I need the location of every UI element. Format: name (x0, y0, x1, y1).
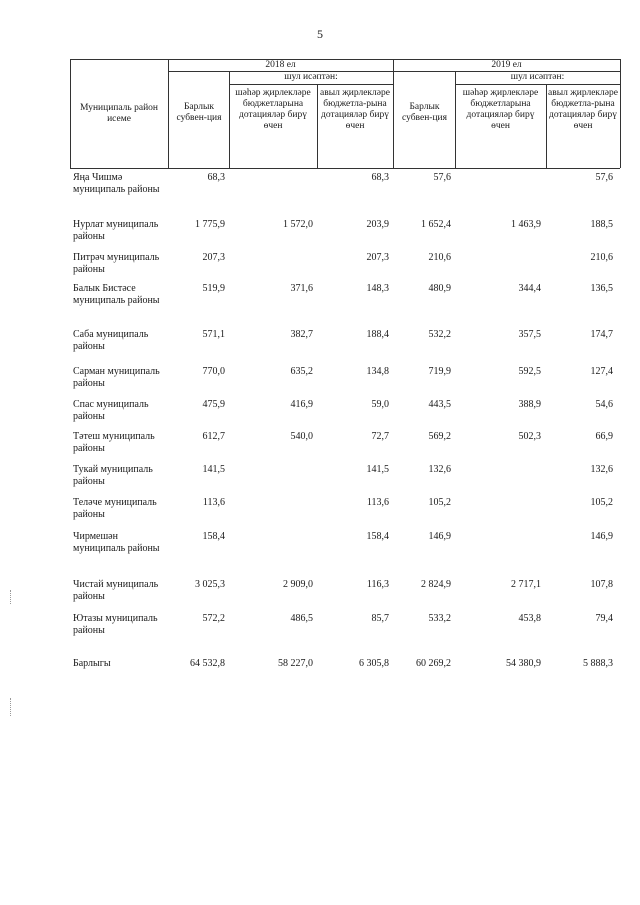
cell-v2018-total: 3 025,3 (195, 579, 225, 590)
vline-2018-total (229, 71, 230, 168)
vline-year-split (393, 59, 394, 168)
vline-2018-city (317, 84, 318, 168)
cell-v2018-total: 571,1 (202, 329, 225, 340)
cell-v2018-total: 158,4 (202, 531, 225, 542)
cell-v2019-city: 54 380,9 (506, 658, 541, 669)
cell-v2019-city: 344,4 (518, 283, 541, 294)
row-name: Яңа Чишмә муниципаль районы (73, 172, 160, 195)
cell-v2019-rural: 57,6 (595, 172, 613, 183)
cell-v2018-rural: 188,4 (366, 329, 389, 340)
cell-v2019-rural: 79,4 (595, 613, 613, 624)
cell-v2018-city: 486,5 (290, 613, 313, 624)
cell-v2019-total: 105,2 (428, 497, 451, 508)
cell-v2018-city: 635,2 (290, 366, 313, 377)
cell-v2019-total: 719,9 (428, 366, 451, 377)
cell-v2018-city: 540,0 (290, 431, 313, 442)
cell-v2018-rural: 59,0 (371, 399, 389, 410)
cell-v2019-rural: 107,8 (590, 579, 613, 590)
cell-v2018-rural: 134,8 (366, 366, 389, 377)
including-underline-2019 (455, 84, 620, 85)
cell-v2018-rural: 6 305,8 (359, 658, 389, 669)
row-name: Сарман муниципаль районы (73, 366, 160, 389)
cell-v2019-total: 210,6 (428, 252, 451, 263)
cell-v2018-rural: 203,9 (366, 219, 389, 230)
header-rural-2018: авыл җирлекләре бюджетла-рына дотацияләр бирү өчен (320, 88, 390, 131)
cell-v2019-rural: 136,5 (590, 283, 613, 294)
cell-v2018-total: 68,3 (207, 172, 225, 183)
cell-v2018-city: 58 227,0 (278, 658, 313, 669)
cell-v2018-rural: 113,6 (366, 497, 389, 508)
row-name: Нурлат муниципаль районы (73, 219, 159, 242)
page-number: 5 (317, 27, 323, 41)
cell-v2018-rural: 116,3 (366, 579, 389, 590)
cell-v2019-rural: 132,6 (590, 464, 613, 475)
cell-v2018-total: 64 532,8 (190, 658, 225, 669)
cell-v2019-total: 146,9 (428, 531, 451, 542)
cell-v2018-rural: 85,7 (371, 613, 389, 624)
cell-v2019-rural: 146,9 (590, 531, 613, 542)
cell-v2018-total: 572,2 (202, 613, 225, 624)
cell-v2018-total: 113,6 (202, 497, 225, 508)
cell-v2018-total: 519,9 (202, 283, 225, 294)
cell-v2019-rural: 54,6 (595, 399, 613, 410)
cell-v2019-city: 1 463,9 (511, 219, 541, 230)
cell-v2019-total: 1 652,4 (421, 219, 451, 230)
cell-v2018-rural: 72,7 (371, 431, 389, 442)
cell-v2018-total: 770,0 (202, 366, 225, 377)
header-total-2019: Барлык субвен-ция (402, 102, 447, 123)
row-name: Питрәч муниципаль районы (73, 252, 160, 275)
cell-v2019-rural: 66,9 (595, 431, 613, 442)
cell-v2018-total: 141,5 (202, 464, 225, 475)
cell-v2019-total: 443,5 (428, 399, 451, 410)
header-total-2018: Барлык субвен-ция (176, 102, 222, 123)
row-name: Ютазы муниципаль районы (73, 613, 158, 636)
including-underline-2018 (229, 84, 393, 85)
header-including-2019: шул исәптән: (510, 72, 565, 82)
scan-mark (10, 590, 11, 604)
cell-v2019-rural: 210,6 (590, 252, 613, 263)
cell-v2019-total: 57,6 (433, 172, 451, 183)
cell-v2019-total: 132,6 (428, 464, 451, 475)
cell-v2019-city: 2 717,1 (511, 579, 541, 590)
cell-v2018-city: 2 909,0 (283, 579, 313, 590)
header-including-2018: шул исәптән: (284, 72, 338, 82)
row-name: Чистай муниципаль районы (73, 579, 159, 602)
cell-v2019-city: 592,5 (518, 366, 541, 377)
header-bottom-border (70, 168, 620, 169)
header-city-2019: шәһәр җирлекләре бюджетларына дотацияләр бирү өчен (462, 88, 539, 131)
row-name: Балык Бистәсе муниципаль районы (73, 283, 160, 306)
row-name: Теләче муниципаль районы (73, 497, 157, 520)
cell-v2019-city: 357,5 (518, 329, 541, 340)
vline-right (620, 59, 621, 168)
cell-v2019-total: 2 824,9 (421, 579, 451, 590)
row-name: Барлыгы (73, 658, 111, 669)
vline-2019-total (455, 71, 456, 168)
cell-v2019-city: 502,3 (518, 431, 541, 442)
header-municipality: Муниципаль район исеме (79, 103, 158, 124)
cell-v2018-total: 207,3 (202, 252, 225, 263)
row-name: Саба муниципаль районы (73, 329, 149, 352)
cell-v2018-rural: 207,3 (366, 252, 389, 263)
cell-v2018-total: 475,9 (202, 399, 225, 410)
cell-v2019-total: 60 269,2 (416, 658, 451, 669)
cell-v2019-rural: 105,2 (590, 497, 613, 508)
cell-v2019-total: 480,9 (428, 283, 451, 294)
cell-v2018-total: 1 775,9 (195, 219, 225, 230)
cell-v2018-city: 1 572,0 (283, 219, 313, 230)
header-rural-2019: авыл җирлекләре бюджетла-рына дотацияләр бирү өчен (548, 88, 618, 131)
row-name: Тукай муниципаль районы (73, 464, 153, 487)
cell-v2018-rural: 148,3 (366, 283, 389, 294)
cell-v2019-total: 569,2 (428, 431, 451, 442)
row-name: Спас муниципаль районы (73, 399, 149, 422)
cell-v2018-total: 612,7 (202, 431, 225, 442)
cell-v2019-rural: 127,4 (590, 366, 613, 377)
cell-v2018-city: 371,6 (290, 283, 313, 294)
vline-municipality (168, 59, 169, 168)
cell-v2019-rural: 188,5 (590, 219, 613, 230)
vline-2019-city (546, 84, 547, 168)
cell-v2018-rural: 141,5 (366, 464, 389, 475)
header-year-2018: 2018 ел (265, 60, 296, 70)
cell-v2019-rural: 5 888,3 (583, 658, 613, 669)
cell-v2019-rural: 174,7 (590, 329, 613, 340)
cell-v2018-city: 382,7 (290, 329, 313, 340)
cell-v2019-total: 533,2 (428, 613, 451, 624)
vline-left (70, 59, 71, 168)
row-name: Тәтеш муниципаль районы (73, 431, 155, 454)
cell-v2019-total: 532,2 (428, 329, 451, 340)
scan-mark (10, 698, 11, 716)
cell-v2018-rural: 158,4 (366, 531, 389, 542)
row-name: Чирмешән муниципаль районы (73, 531, 160, 554)
cell-v2018-city: 416,9 (290, 399, 313, 410)
header-city-2018: шәһәр җирлекләре бюджетларына дотацияләр бирү өчен (235, 88, 311, 131)
cell-v2019-city: 388,9 (518, 399, 541, 410)
cell-v2018-rural: 68,3 (371, 172, 389, 183)
cell-v2019-city: 453,8 (518, 613, 541, 624)
header-year-2019: 2019 ел (491, 60, 522, 70)
